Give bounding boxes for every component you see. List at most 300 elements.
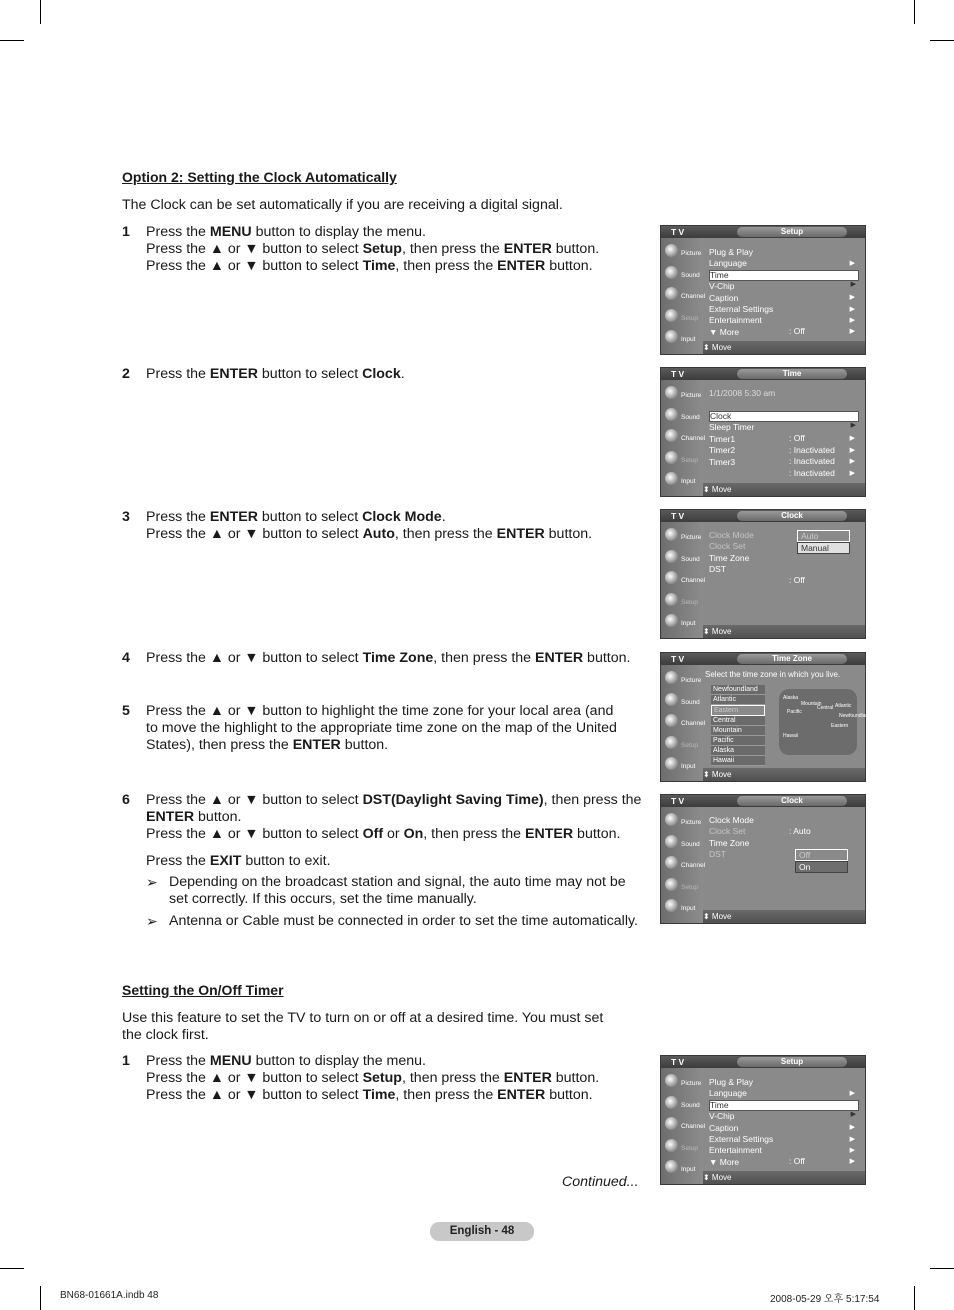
osd-footer-move: ⬍ Move — [703, 485, 732, 494]
osd-setup-menu — [660, 225, 866, 365]
section-heading: Option 2: Setting the Clock Automatically — [122, 169, 397, 185]
osd-footer-move: ⬍ Move — [703, 1173, 732, 1182]
osd-row-label: Clock Set — [709, 541, 746, 552]
instruction-text: button to exit. — [241, 853, 331, 869]
setup-icon — [665, 878, 678, 891]
instruction-text: , then press the — [394, 526, 497, 542]
osd-row-label: DST — [709, 849, 726, 860]
instruction-text: , then press the — [423, 826, 526, 842]
osd-row-label: Time — [710, 269, 729, 280]
print-timestamp: 2008-05-29 오후 5:17:54 — [770, 1294, 880, 1305]
osd-sidebar-item — [663, 833, 703, 853]
osd-footer-move: ⬍ Move — [703, 343, 732, 352]
osd-sidebar-label: Setup — [681, 883, 698, 891]
input-icon — [665, 614, 678, 627]
instruction-text: button to display the menu. — [251, 1053, 426, 1069]
us-map-icon — [779, 689, 871, 755]
instruction-text: Press the — [146, 1053, 210, 1069]
osd-footer-return: ↺ Return — [703, 1199, 736, 1208]
map-region-label: Central — [817, 705, 834, 711]
osd-sidebar-item — [663, 406, 703, 426]
osd-sidebar-item — [663, 1137, 703, 1157]
osd-sidebar-item — [663, 285, 706, 305]
osd-sidebar-label: Input — [681, 478, 696, 485]
map-region-label: Eastern — [831, 723, 849, 729]
setup-icon — [665, 451, 678, 464]
osd-row-label: Time Zone — [709, 837, 750, 848]
instruction-text: , then press the — [395, 1087, 498, 1103]
osd-sidebar-item — [663, 427, 706, 447]
crop-mark — [40, 1286, 41, 1310]
osd-time-menu — [660, 367, 866, 507]
osd-footer-enter: ⏎ Enter — [703, 356, 732, 365]
osd-tv-label: T V — [671, 1057, 685, 1067]
osd-row-value: : Off — [789, 1156, 805, 1167]
chevron-right-icon: ▶ — [850, 422, 856, 429]
instruction-text: , then press the — [401, 1070, 504, 1086]
osd-sidebar-item — [663, 854, 706, 874]
step-line — [146, 241, 599, 258]
chevron-right-icon: ▶ — [849, 260, 855, 267]
sound-icon — [665, 693, 678, 706]
osd-sidebar-item — [663, 876, 703, 896]
osd-sidebar-item — [663, 242, 703, 262]
osd-sidebar-item — [663, 669, 703, 689]
osd-sidebar-item — [663, 384, 703, 404]
chevron-right-icon: ▶ — [850, 280, 856, 288]
osd-row-label: Time — [710, 1099, 729, 1110]
instruction-text: , then press the — [401, 241, 504, 257]
crop-mark — [914, 1286, 915, 1310]
osd-option: Off — [795, 849, 848, 861]
osd-footer-enter: ⏎ Enter — [703, 925, 732, 934]
osd-sidebar-item — [663, 569, 706, 589]
osd-sidebar-label: Picture — [681, 534, 702, 541]
osd-footer-move: ⬍ Move — [703, 912, 732, 921]
input-icon — [665, 330, 678, 343]
osd-sidebar-item — [663, 811, 703, 831]
step-line — [146, 720, 617, 737]
step-number: 5 — [122, 703, 130, 719]
chevron-right-icon: ▶ — [849, 1147, 855, 1154]
emphasis-text: On — [403, 826, 424, 842]
step-line — [146, 809, 241, 826]
osd-sidebar-item — [663, 1158, 703, 1178]
timezone-list-item: Pacific — [711, 736, 765, 746]
osd-row-value: : Off — [789, 326, 805, 337]
osd-sidebar-label: Input — [681, 905, 696, 912]
osd-content — [705, 240, 861, 340]
osd-title: Time — [737, 369, 847, 379]
sound-icon — [665, 266, 678, 279]
emphasis-text: ENTER — [209, 509, 258, 525]
osd-tv-label: T V — [671, 227, 685, 237]
step-number: 2 — [122, 366, 130, 382]
instruction-text: , then press the — [395, 258, 498, 274]
emphasis-text: MENU — [209, 224, 252, 240]
osd-sidebar-label: Sound — [681, 698, 700, 706]
instruction-text: button. — [551, 1070, 600, 1086]
osd-footer — [703, 1171, 865, 1208]
osd-more-label: ▼ More — [709, 327, 740, 337]
osd-sidebar-label: Channel — [681, 862, 706, 869]
step-line — [146, 366, 405, 383]
osd-sidebar-item — [663, 449, 703, 469]
emphasis-text: ENTER — [292, 737, 341, 753]
osd-option: Manual — [797, 542, 850, 554]
note-arrow-icon: ➢ — [146, 874, 158, 890]
osd-title: Setup — [737, 1057, 847, 1067]
osd-sidebar-item — [663, 591, 703, 611]
osd-menu-row — [709, 838, 857, 849]
map-region-label: Alaska — [783, 695, 799, 701]
osd-row-label: Language — [709, 258, 747, 269]
emphasis-text: ENTER — [535, 650, 584, 666]
step-line — [146, 1070, 599, 1087]
sound-icon — [665, 835, 678, 848]
osd-content — [705, 524, 861, 624]
osd-sidebar-label: Setup — [681, 598, 698, 606]
step-line — [146, 224, 426, 241]
emphasis-text: Off — [362, 826, 384, 842]
osd-content — [705, 382, 861, 482]
osd-sidebar-item — [663, 1094, 703, 1114]
setup-icon — [665, 736, 678, 749]
chevron-right-icon: ▶ — [849, 1090, 855, 1097]
input-icon — [665, 472, 678, 485]
instruction-text: button. — [340, 737, 389, 753]
osd-sidebar-label: Channel — [681, 435, 706, 442]
picture-icon — [665, 671, 678, 684]
emphasis-text: ENTER — [525, 826, 574, 842]
osd-sidebar — [661, 522, 706, 638]
instruction-text: Press the ▲ or ▼ button to select — [146, 1070, 363, 1086]
emphasis-text: Clock Mode — [362, 509, 442, 525]
osd-sidebar-item — [663, 691, 703, 711]
osd-row-label: Caption — [709, 1122, 739, 1133]
chevron-right-icon: ▶ — [849, 469, 855, 477]
instruction-text: Press the ▲ or ▼ button to select — [146, 241, 363, 257]
osd-footer — [703, 483, 865, 507]
osd-content — [705, 809, 861, 909]
emphasis-text: Auto — [362, 526, 395, 542]
osd-row-label: External Settings — [709, 1134, 774, 1144]
step-number: 4 — [122, 650, 130, 666]
channel-icon — [665, 1117, 678, 1130]
timezone-list-item: Newfoundland — [711, 685, 765, 695]
osd-sidebar-label: Input — [681, 620, 696, 627]
step-line — [146, 509, 446, 526]
osd-row-label: Sleep Timer — [709, 422, 755, 433]
instruction-text: Press the ▲ or ▼ button to select — [146, 826, 363, 842]
osd-sidebar — [661, 1068, 706, 1184]
osd-sidebar-label: Input — [681, 763, 696, 770]
emphasis-text: MENU — [209, 1053, 252, 1069]
osd-sidebar — [661, 238, 706, 354]
osd-sidebar-item — [663, 712, 706, 732]
input-icon — [665, 1160, 678, 1173]
step-line — [146, 737, 388, 754]
step-number: 1 — [122, 1053, 130, 1069]
osd-row-value: : Inactivated — [789, 467, 835, 478]
step-number: 3 — [122, 509, 130, 525]
osd-row-label: Language — [709, 1088, 747, 1099]
osd-clock-menu — [660, 509, 866, 649]
osd-sidebar-item — [663, 755, 703, 775]
osd-menu-row — [709, 826, 857, 837]
chevron-right-icon: ▶ — [849, 1124, 855, 1132]
emphasis-text: ENTER — [209, 366, 258, 382]
step-line — [146, 826, 620, 843]
instruction-text: Press the — [146, 366, 210, 382]
osd-row-label: Clock Mode — [709, 530, 754, 540]
osd-sidebar-item — [663, 548, 703, 568]
timezone-list-item: Atlantic — [711, 695, 765, 705]
osd-sidebar-item — [663, 307, 703, 327]
continued-label: Continued... — [562, 1174, 639, 1190]
map-region-label: Newfoundland — [839, 713, 871, 719]
osd-sidebar-label: Sound — [681, 1101, 700, 1109]
instruction-text: Press the ▲ or ▼ button to select — [146, 258, 363, 274]
step-line — [146, 526, 592, 543]
osd-sidebar-label: Input — [681, 1166, 696, 1173]
emphasis-text: ENTER — [503, 1070, 552, 1086]
emphasis-text: EXIT — [209, 853, 242, 869]
crop-mark — [0, 1268, 24, 1269]
step-number: 1 — [122, 224, 130, 240]
osd-sidebar-label: Picture — [681, 1080, 702, 1087]
instruction-text: button. — [194, 809, 242, 825]
setup-icon — [665, 1139, 678, 1152]
osd-row-label: Caption — [709, 292, 739, 303]
setup-icon — [665, 593, 678, 606]
sound-icon — [665, 550, 678, 563]
emphasis-text: ENTER — [503, 241, 552, 257]
osd-tv-label: T V — [671, 369, 685, 379]
osd-sidebar-label: Sound — [681, 840, 700, 848]
osd-footer-move: ⬍ Move — [703, 627, 732, 636]
instruction-text: , then press the — [433, 650, 536, 666]
timezone-list — [711, 685, 765, 766]
chevron-right-icon: ▶ — [849, 294, 855, 302]
crop-mark — [930, 1268, 954, 1269]
emphasis-text: ENTER — [497, 258, 546, 274]
osd-option: Auto — [797, 530, 850, 542]
osd-sidebar-label: Picture — [681, 392, 702, 399]
osd-datetime: 1/1/2008 5:30 am — [709, 388, 776, 398]
step-line — [146, 650, 630, 667]
osd-sidebar-label: Setup — [681, 456, 698, 464]
chevron-right-icon: ▶ — [849, 305, 855, 313]
osd-sidebar-label: Sound — [681, 271, 700, 279]
timezone-list-item: Alaska — [711, 746, 765, 756]
channel-icon — [665, 714, 678, 727]
osd-menu-row — [709, 456, 857, 478]
osd-row-label: External Settings — [709, 304, 774, 314]
osd-title: Time Zone — [737, 654, 847, 664]
osd-menu-row — [709, 553, 857, 564]
chevron-right-icon: ▶ — [849, 317, 855, 324]
osd-sidebar-label: Setup — [681, 1144, 698, 1152]
osd-sidebar — [661, 807, 706, 923]
osd-setup-menu — [660, 1055, 866, 1208]
osd-sidebar — [661, 380, 706, 496]
picture-icon — [665, 1074, 678, 1087]
timezone-list-item: Central — [711, 716, 765, 726]
osd-footer — [703, 910, 865, 947]
osd-row-label: Clock Mode — [709, 815, 754, 825]
osd-footer-return: ↺ Return — [703, 938, 736, 947]
map-region-label: Pacific — [787, 709, 802, 715]
osd-menu-row — [709, 258, 857, 269]
emphasis-text: Setup — [362, 241, 402, 257]
step-line — [146, 258, 593, 275]
chevron-right-icon: ▶ — [849, 1158, 855, 1166]
osd-sidebar — [661, 665, 706, 781]
map-region-label: Hawaii — [783, 733, 799, 739]
osd-row-label: Clock — [710, 411, 732, 421]
osd-title: Clock — [737, 511, 847, 521]
osd-content — [705, 1070, 861, 1170]
print-slug: BN68-01661A.indb 48 — [60, 1290, 159, 1301]
instruction-text: States), then press the — [146, 737, 293, 753]
osd-row-label: Time Zone — [709, 552, 750, 563]
osd-title: Setup — [737, 227, 847, 237]
osd-row-label: Entertainment — [709, 1145, 762, 1156]
osd-sidebar-label: Picture — [681, 250, 702, 257]
osd-content — [705, 667, 871, 767]
instruction-text: Press the — [146, 224, 210, 240]
osd-sidebar-label: Channel — [681, 1123, 706, 1130]
chevron-right-icon: ▶ — [849, 446, 855, 454]
osd-footer-enter: ⏎ Enter — [703, 498, 732, 507]
instruction-text: Press the ▲ or ▼ button to select — [146, 650, 363, 666]
instruction-text: button. — [544, 526, 593, 542]
osd-sidebar-label: Sound — [681, 413, 700, 421]
osd-footer — [703, 625, 865, 649]
sound-icon — [665, 1096, 678, 1109]
osd-sidebar-label: Channel — [681, 293, 706, 300]
input-icon — [665, 757, 678, 770]
channel-icon — [665, 429, 678, 442]
map-region-label: Mountain — [801, 701, 822, 707]
instruction-text: . — [400, 366, 405, 382]
picture-icon — [665, 386, 678, 399]
osd-footer — [703, 341, 865, 365]
timezone-list-item: Eastern — [711, 705, 765, 716]
osd-tv-label: T V — [671, 796, 685, 806]
instruction-text: Press the ▲ or ▼ button to select — [146, 526, 363, 542]
osd-footer-enter: ⏎ Enter — [703, 640, 732, 649]
section-intro: The Clock can be set automatically if you are receiving a digital signal. — [122, 197, 563, 213]
setup-icon — [665, 309, 678, 322]
emphasis-text: Time — [362, 258, 396, 274]
timezone-list-item: Hawaii — [711, 756, 765, 766]
osd-row-label: Plug & Play — [709, 247, 753, 257]
emphasis-text: ENTER — [496, 526, 545, 542]
emphasis-text: ENTER — [146, 809, 195, 825]
input-icon — [665, 899, 678, 912]
osd-sidebar-item — [663, 328, 703, 348]
exit-instruction — [146, 853, 331, 870]
picture-icon — [665, 528, 678, 541]
instruction-text: . — [441, 509, 446, 525]
instruction-text: button. — [545, 1087, 593, 1103]
step-line — [146, 1053, 426, 1070]
osd-row-label: Timer1 — [709, 433, 736, 444]
channel-icon — [665, 287, 678, 300]
osd-menu-row — [709, 1088, 857, 1099]
osd-sidebar-item — [663, 526, 703, 546]
crop-mark — [930, 40, 954, 41]
instruction-text: button. — [573, 826, 621, 842]
osd-tv-label: T V — [671, 654, 685, 664]
chevron-right-icon: ▶ — [850, 1110, 856, 1118]
osd-row-value: : Off — [789, 575, 805, 586]
instruction-text: , then press the — [543, 792, 642, 808]
osd-sidebar-label: Setup — [681, 741, 698, 749]
osd-sidebar-item — [663, 897, 703, 917]
osd-row-label: Plug & Play — [709, 1077, 753, 1087]
osd-clock-menu — [660, 794, 866, 947]
instruction-text: or — [383, 826, 404, 842]
picture-icon — [665, 813, 678, 826]
osd-sidebar-label: Setup — [681, 314, 698, 322]
emphasis-text: Time Zone — [362, 650, 434, 666]
section-intro: Use this feature to set the TV to turn on or off at a desired time. You must set the clock first. — [122, 1010, 604, 1043]
osd-sidebar-label: Picture — [681, 677, 702, 684]
step-line — [146, 1087, 593, 1104]
instruction-text: Press the ▲ or ▼ button to highlight the time zone for your local area (and — [146, 703, 614, 719]
sound-icon — [665, 408, 678, 421]
emphasis-text: Setup — [362, 1070, 402, 1086]
crop-mark — [914, 0, 915, 24]
timezone-list-item: Mountain — [711, 726, 765, 736]
osd-row-label: Entertainment — [709, 315, 762, 326]
osd-row-label: DST — [709, 564, 726, 575]
step-line — [146, 792, 641, 809]
osd-sidebar-item — [663, 264, 703, 284]
instruction-text: Press the — [146, 509, 210, 525]
osd-timezone-menu — [660, 652, 871, 792]
chevron-right-icon: ▶ — [849, 1135, 855, 1143]
emphasis-text: Clock — [362, 366, 401, 382]
step-line — [146, 703, 613, 720]
channel-icon — [665, 571, 678, 584]
osd-more-label: ▼ More — [709, 1157, 740, 1167]
instruction-text: button to display the menu. — [251, 224, 426, 240]
map-region-label: Atlantic — [835, 703, 852, 709]
osd-menu-row — [709, 564, 857, 586]
osd-row-label: Clock Set — [709, 826, 746, 837]
osd-row-value: : Inactivated — [789, 444, 835, 455]
instruction-text: Press the ▲ or ▼ button to select — [146, 1087, 363, 1103]
chevron-right-icon: ▶ — [849, 328, 855, 336]
instruction-text: button. — [545, 258, 593, 274]
osd-sidebar-item — [663, 470, 703, 490]
channel-icon — [665, 856, 678, 869]
page-number-badge: English - 48 — [430, 1222, 534, 1241]
instruction-text: button to select — [257, 366, 363, 382]
instruction-text: button. — [583, 650, 631, 666]
osd-sidebar-item — [663, 1115, 706, 1135]
osd-sidebar-label: Channel — [681, 577, 706, 584]
emphasis-text: Time — [362, 1087, 396, 1103]
instruction-text: button to select — [257, 509, 363, 525]
section-heading: Setting the On/Off Timer — [122, 982, 284, 998]
osd-sidebar-item — [663, 734, 703, 754]
osd-row-value: : Auto — [789, 826, 811, 836]
